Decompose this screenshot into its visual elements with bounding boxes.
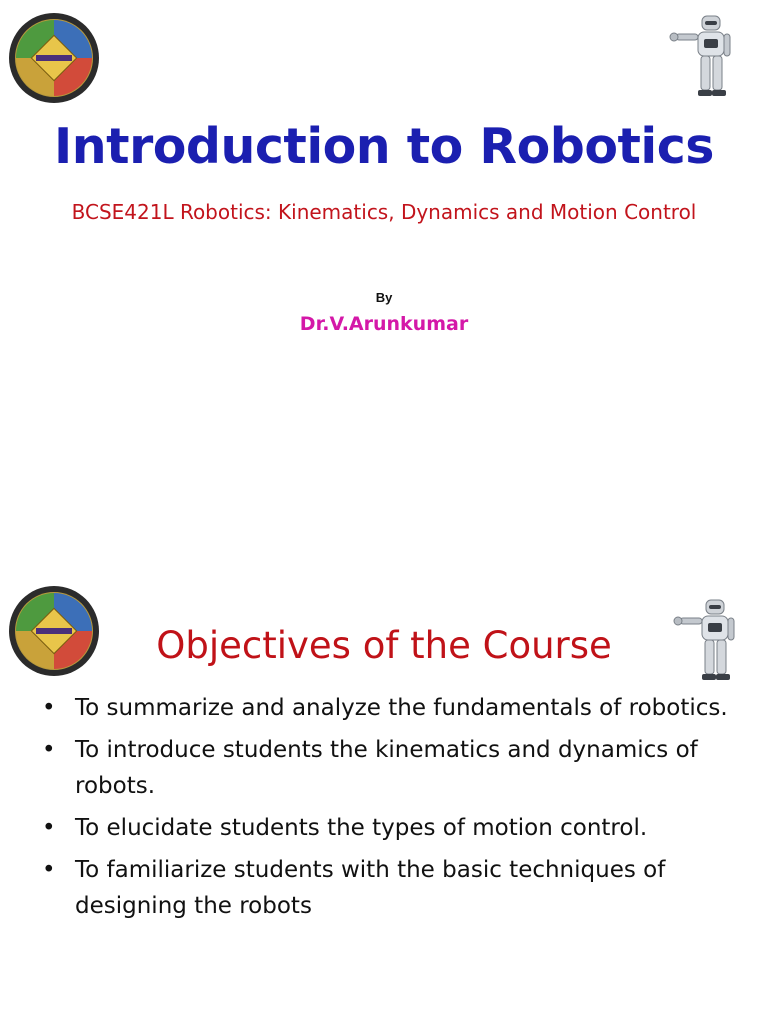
list-item-text: To introduce students the kinematics and dynamics of robots.: [75, 737, 698, 799]
list-item: [40, 810, 730, 846]
bullet-glyph: •: [42, 737, 56, 763]
bullet-glyph: •: [42, 815, 56, 841]
bullet-glyph: •: [42, 695, 56, 721]
slide-title: Introduction to Robotics: [54, 118, 714, 175]
by-label: By: [375, 290, 393, 305]
bullet-glyph: •: [42, 857, 56, 883]
list-item-text: To summarize and analyze the fundamentals of robotics.: [75, 695, 728, 721]
list-item: [40, 690, 730, 726]
author-name: Dr.V.Arunkumar: [299, 313, 469, 335]
list-item-text: To familiarize students with the basic techniques of designing the robots: [75, 857, 666, 919]
objectives-list: [40, 690, 730, 930]
mechatronics-logo-icon: [8, 12, 100, 104]
objectives-slide: [0, 576, 768, 1024]
list-item: [40, 852, 730, 924]
robot-icon: [668, 12, 738, 98]
list-item: [40, 732, 730, 804]
slide-title: Objectives of the Course: [156, 624, 612, 667]
list-item-text: To elucidate students the types of motion control.: [75, 815, 648, 841]
slide-subtitle: BCSE421L Robotics: Kinematics, Dynamics and Motion Control: [71, 200, 697, 224]
